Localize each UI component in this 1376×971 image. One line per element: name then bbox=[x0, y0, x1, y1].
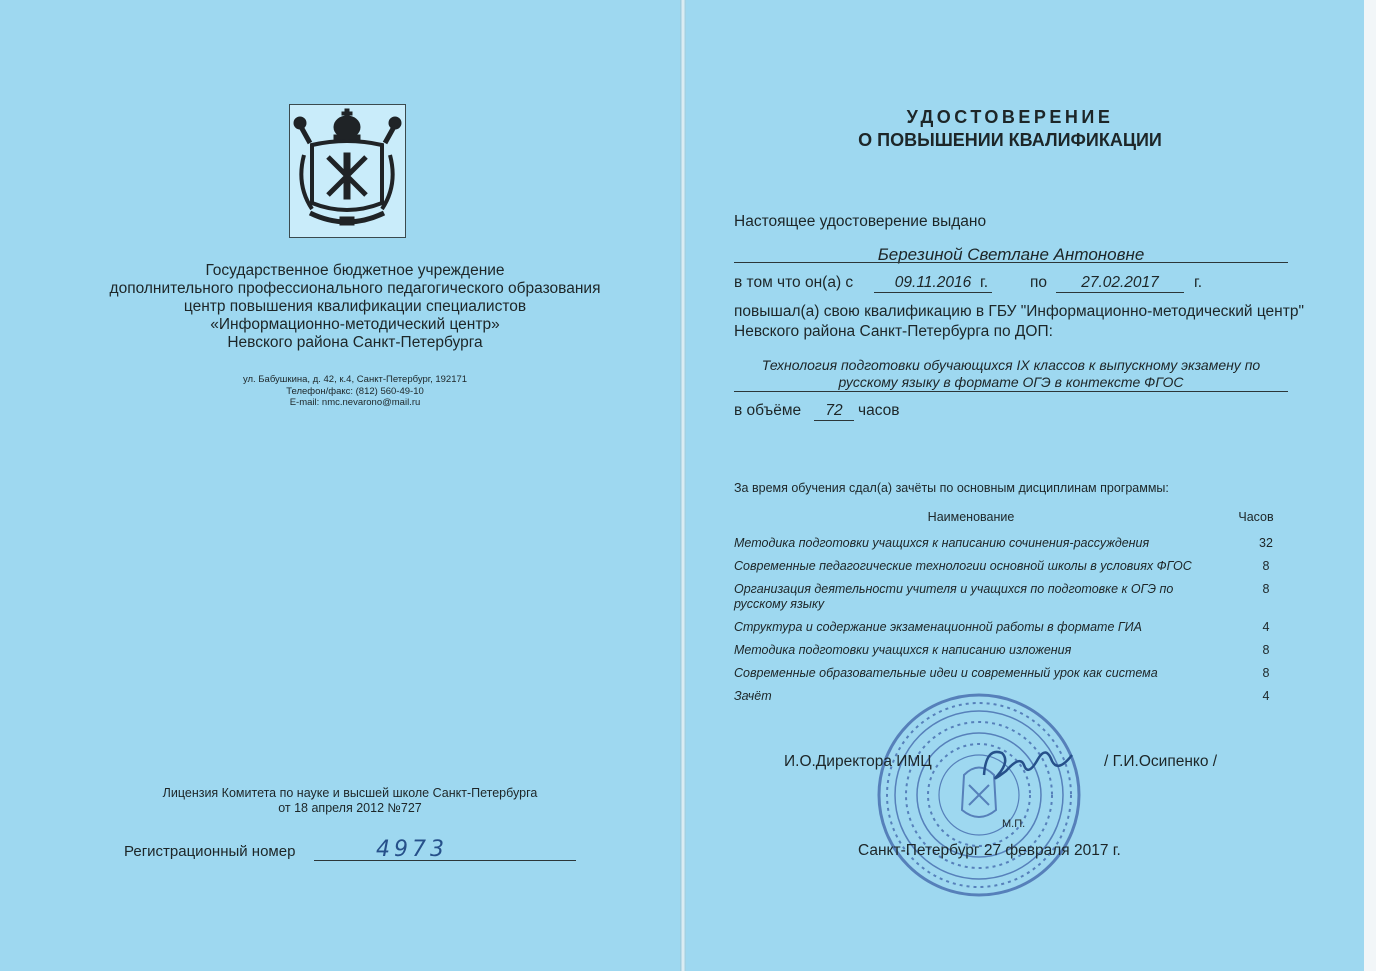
certificate-subtitle: О ПОВЫШЕНИИ КВАЛИФИКАЦИИ bbox=[858, 130, 1162, 150]
table-header-hours: Часов bbox=[1238, 510, 1274, 524]
discipline-name: Методика подготовки учащихся к написанию изложения bbox=[734, 643, 1072, 657]
registration-number-row bbox=[124, 837, 584, 862]
discipline-name: Современные образовательные идеи и современный урок как система bbox=[734, 666, 1158, 680]
period-prefix: в том что он(а) с bbox=[734, 274, 854, 291]
handwritten-signature-icon bbox=[976, 735, 1086, 795]
st-petersburg-coat-of-arms-icon bbox=[290, 105, 405, 237]
table-row bbox=[734, 643, 1294, 658]
institution-name bbox=[80, 262, 630, 352]
discipline-hours: 4 bbox=[1262, 689, 1270, 703]
table-row bbox=[734, 582, 1294, 612]
director-title: И.О.Директора ИМЦ bbox=[784, 753, 932, 770]
license-line: Лицензия Комитета по науке и высшей школе Санкт-Петербурга bbox=[162, 786, 538, 800]
phone-line: Телефон/факс: (812) 560-49-10 bbox=[286, 385, 424, 397]
volume-suffix: часов bbox=[858, 402, 900, 419]
volume-prefix: в объёме bbox=[734, 402, 802, 419]
program-title: Технология подготовки обучающихся IX классов к выпускному экзамену по русскому языку в формате ОГЭ в контексте ФГОС bbox=[734, 357, 1288, 392]
disciplines-intro: За время обучения сдал(а) зачёты по основным дисциплинам программы: bbox=[734, 481, 1169, 495]
table-row bbox=[734, 620, 1294, 635]
discipline-name: Методика подготовки учащихся к написанию сочинения-рассуждения bbox=[734, 536, 1150, 550]
table-row bbox=[734, 666, 1294, 681]
coat-of-arms-emblem bbox=[289, 104, 406, 238]
institution-line: «Информационно-методический центр» bbox=[210, 316, 500, 333]
table-row bbox=[734, 559, 1294, 574]
recipient-name: Березиной Светлане Антоновне bbox=[877, 245, 1145, 264]
license-info bbox=[130, 786, 570, 816]
period-to-date: 27.02.2017 bbox=[1056, 274, 1184, 293]
institution-line: дополнительного профессионального педагогического образования bbox=[109, 280, 601, 297]
place-and-date: Санкт-Петербург 27 февраля 2017 г. bbox=[858, 842, 1121, 859]
discipline-name: Зачёт bbox=[734, 689, 772, 703]
discipline-hours: 32 bbox=[1259, 536, 1273, 550]
disciplines-table bbox=[734, 536, 1294, 712]
qualification-statement: повышал(а) свою квалификацию в ГБУ "Информационно-методический центр" Невского района Санкт-Петербурга по ДОП: bbox=[734, 303, 1304, 340]
table-row bbox=[734, 536, 1294, 551]
recipient-name-underline bbox=[734, 262, 1288, 263]
discipline-name: Современные педагогические технологии основной школы в условиях ФГОС bbox=[734, 559, 1192, 573]
email-line: E-mail: nmc.nevarono@mail.ru bbox=[289, 397, 421, 408]
contact-address bbox=[200, 374, 510, 409]
table-header-name: Наименование bbox=[927, 510, 1015, 524]
official-round-stamp-icon bbox=[874, 690, 1084, 900]
discipline-name: Организация деятельности учителя и учащихся по подготовке к ОГЭ по русскому языку bbox=[734, 582, 1174, 611]
period-year-suffix: г. bbox=[980, 274, 989, 291]
institution-line: центр повышения квалификации специалистов bbox=[183, 298, 527, 315]
left-page bbox=[0, 0, 680, 971]
right-page bbox=[686, 0, 1364, 971]
volume-hours-value: 72 bbox=[814, 402, 854, 421]
issued-to-label: Настоящее удостоверение выдано bbox=[734, 213, 987, 230]
certificate-title: УДОСТОВЕРЕНИЕ bbox=[906, 107, 1114, 127]
director-name: / Г.И.Осипенко / bbox=[1104, 753, 1218, 770]
seal-place-label: М.П. bbox=[1002, 818, 1026, 830]
license-date-line: от 18 апреля 2012 №727 bbox=[278, 801, 422, 815]
discipline-hours: 8 bbox=[1262, 643, 1270, 657]
study-period-row bbox=[734, 274, 1294, 296]
period-from-date: 09.11.2016 bbox=[874, 274, 992, 293]
discipline-hours: 4 bbox=[1262, 620, 1270, 634]
registration-number-value: 4973 bbox=[376, 837, 448, 862]
discipline-hours: 8 bbox=[1262, 559, 1270, 573]
period-to-label: по bbox=[1030, 274, 1048, 291]
institution-line: Невского района Санкт-Петербурга bbox=[227, 334, 483, 351]
address-line: ул. Бабушкина, д. 42, к.4, Санкт-Петербург, 192171 bbox=[242, 374, 468, 385]
volume-row bbox=[734, 402, 1034, 424]
discipline-hours: 8 bbox=[1262, 666, 1270, 680]
discipline-hours: 8 bbox=[1262, 582, 1270, 596]
institution-line: Государственное бюджетное учреждение bbox=[205, 262, 505, 279]
registration-number-label: Регистрационный номер bbox=[124, 843, 296, 860]
discipline-name: Структура и содержание экзаменационной работы в формате ГИА bbox=[734, 620, 1142, 634]
period-year-suffix: г. bbox=[1194, 274, 1203, 291]
